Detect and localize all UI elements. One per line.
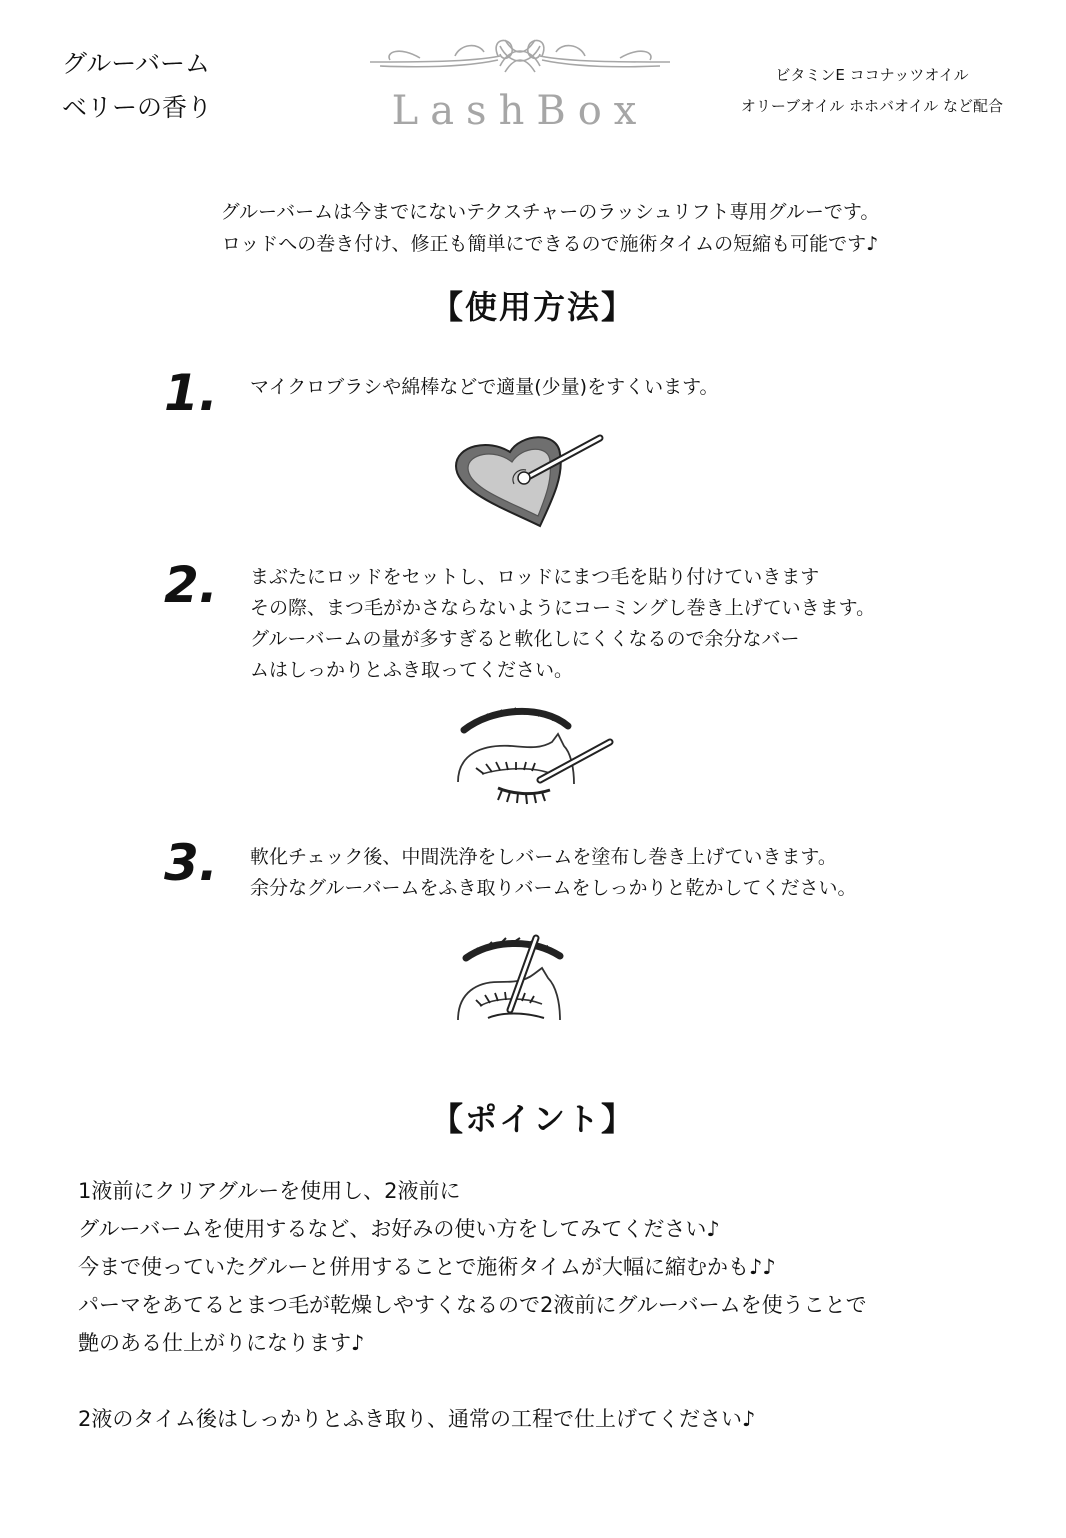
eye-rod-lash-icon [452,704,618,816]
points-line-6: 2液のタイム後はしっかりとふき取り、通常の工程で仕上げてください♪ [78,1407,756,1431]
step-2-text [250,562,875,686]
step-3-line-1: 軟化チェック後、中間洗浄をしバームを塗布し巻き上げていきます。 [250,846,837,868]
points-title: 【ポイント】 [430,1100,635,1138]
step-2-line-2: その際、まつ毛がかさならないようにコーミングし巻き上げていきます。 [250,597,876,619]
ingredients-line2: オリーブオイル ホホバオイル など配合 [740,97,1004,115]
step-1-line: マイクロブラシや綿棒などで適量(少量)をすくいます。 [250,376,719,398]
step-2-number: 2. [164,556,218,614]
usage-title: 【使用方法】 [430,288,635,326]
eye-brush-balm-icon [452,932,568,1022]
points-line-3: 今まで使っていたグルーと併用することで施術タイムが大幅に縮むかも♪♪ [78,1255,776,1279]
points-spacer [78,1362,1038,1400]
step-3-number: 3. [164,834,218,892]
points-line-5: 艶のある仕上がりになります♪ [78,1331,365,1355]
step-1-text [250,372,719,403]
step-2-line-4: ムはしっかりとふき取ってください。 [250,659,574,681]
intro-text [150,196,950,260]
brand-logo-text: LashBox [391,88,649,134]
step-3-line-2: 余分なグルーバームをふき取りバームをしっかりと乾かしてください。 [250,877,857,899]
step-1-number: 1. [164,364,218,422]
heart-dish-brush-icon [448,430,614,534]
points-line-1: 1液前にクリアグルーを使用し、2液前に [78,1179,461,1203]
ornament-flourish-icon [360,26,680,96]
brand-logo [360,26,680,136]
step-2-line-1: まぶたにロッドをセットし、ロッドにまつ毛を貼り付けていきます [250,566,820,588]
ingredients [692,60,1052,122]
ingredients-line1: ビタミンE ココナッツオイル [775,66,969,84]
intro-line1: グルーバームは今までにないテクスチャーのラッシュリフト専用グルーです。 [220,201,880,223]
step-2-line-3: グルーバームの量が多すぎると軟化しにくくなるので余分なバー [250,628,800,650]
points-text [78,1172,1038,1438]
product-name [62,42,212,130]
points-line-4: パーマをあてるとまつ毛が乾燥しやすくなるので2液前にグルーバームを使うことで [78,1293,867,1317]
intro-line2: ロッドへの巻き付け、修正も簡単にできるので施術タイムの短縮も可能です♪ [221,233,879,255]
product-name-line1: グルーバーム [62,49,211,78]
product-scent-line: ベリーの香り [62,93,213,122]
step-3-text [250,842,856,904]
points-line-2: グルーバームを使用するなど、お好みの使い方をしてみてください♪ [78,1217,720,1241]
